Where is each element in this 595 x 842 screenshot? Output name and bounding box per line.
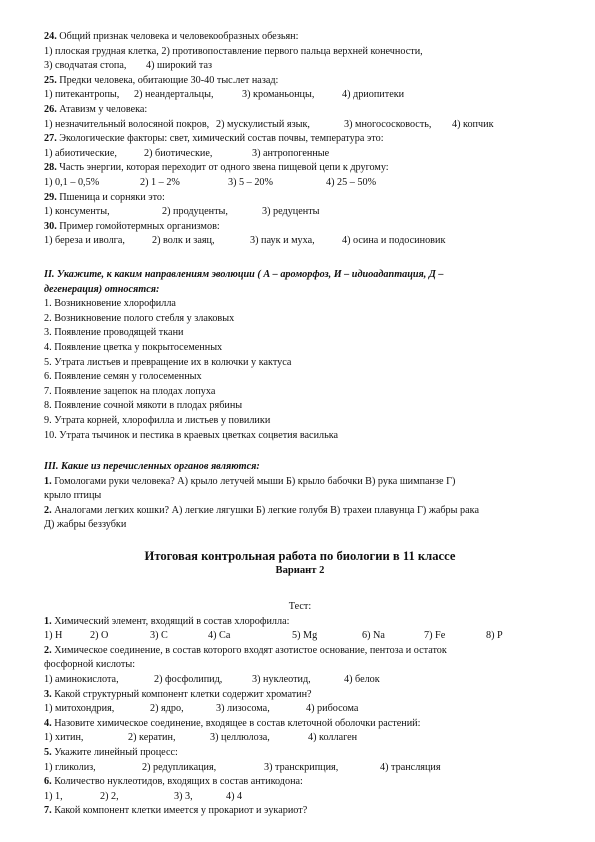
- question-2: 2. Химическое соединение, в состав которого входят азотистое основание, пентоза и остаток: [44, 644, 447, 656]
- variant-2-questions: [44, 600, 556, 819]
- list-item: 8. Появление сочной мякоти в плодах рябины: [44, 400, 243, 412]
- question-3: 3. Какой структурный компонент клетки содержит хроматин?: [44, 688, 312, 700]
- question-30: 30. Пример гомойотермных организмов:: [44, 220, 220, 232]
- question-24-options-2: 3) сводчатая стопа, 4) широкий таз: [44, 60, 213, 72]
- list-item: 6. Появление семян у голосеменных: [44, 371, 202, 383]
- question-29-options: 1) консументы, 2) продуценты, 3) редуценты: [44, 206, 320, 218]
- question-3-options: 1) митохондрия, 2) ядро, 3) лизосома, 4) рибосома: [44, 703, 359, 715]
- question-6-options: 1) 1, 2) 2, 3) 3, 4) 4: [44, 790, 243, 802]
- list-item: 4. Появление цветка у покрытосеменных: [44, 341, 223, 353]
- list-item: 9. Утрата корней, хлорофилла и листьев у повилики: [44, 414, 271, 426]
- variant-2-header: [44, 548, 556, 578]
- questions-24-30: [44, 30, 556, 249]
- section-2-heading: II. Укажите, к каким направлениям эволюции ( А – ароморфоз, И – идиоадаптация, Д –: [44, 269, 444, 280]
- question-2-cont: фосфорной кислоты:: [44, 659, 136, 671]
- question-2-options: 1) аминокислота, 2) фосфолипид, 3) нуклеотид, 4) белок: [44, 673, 380, 685]
- question-5: 5. Укажите линейный процесс:: [44, 746, 178, 758]
- list-item: 3. Появление проводящей ткани: [44, 327, 184, 339]
- question-27-options: 1) абиотические, 2) биотические, 3) антропогенные: [44, 147, 330, 159]
- list-item: 2. Возникновение полого стебля у злаковых: [44, 312, 235, 324]
- list-item: 5. Утрата листьев и превращение их в колючки у кактуса: [44, 356, 292, 368]
- section-3-item-2-cont: Д) жабры беззубки: [44, 519, 127, 531]
- question-6: 6. Количество нуклеотидов, входящих в состав антикодона:: [44, 776, 303, 788]
- section-3-heading: III. Какие из перечисленных органов являются:: [44, 461, 260, 472]
- question-1-options: 1) Н 2) О 3) С 4) Са 5) Мg 6) Na 7) Fe 8) Р: [44, 630, 503, 642]
- section-2-heading-2: дегенерация) относятся:: [44, 283, 160, 295]
- question-29: 29. Пшеница и сорняки это:: [44, 191, 165, 203]
- question-27: 27. Экологические факторы: свет, химический состав почвы, температура это:: [44, 133, 384, 145]
- page-title: Итоговая контрольная работа по биологии в 11 классе: [144, 549, 456, 563]
- list-item: 10. Утрата тычинок и пестика в краевых цветках соцветия василька: [44, 429, 339, 441]
- section-2: [44, 268, 556, 443]
- question-4: 4. Назовите химическое соединение, входящее в состав клеточной оболочки растений:: [44, 717, 421, 729]
- section-3-item-2: 2. Аналогами легких кошки? А) легкие лягушки Б) легкие голубя В) трахеи плавунца Г) жабры рака: [44, 504, 479, 516]
- section-3-item-1: 1. Гомологами руки человека? А) крыло летучей мыши Б) крыло бабочки В) рука шимпанзе Г): [44, 475, 456, 487]
- question-5-options: 1) гликолиз, 2) редупликация, 3) транскрипция, 4) трансляция: [44, 761, 441, 773]
- section-3-item-1-cont: крыло птицы: [44, 490, 102, 502]
- question-25-options: 1) питекантропы, 2) неандертальцы, 3) кроманьонцы, 4) дриопитеки: [44, 89, 405, 101]
- question-24-options: 1) плоская грудная клетка, 2) противопоставление первого пальца верхней конечности,: [44, 45, 423, 57]
- question-24: 24. Общий признак человека и человекообразных обезьян:: [44, 31, 299, 42]
- question-4-options: 1) хитин, 2) кератин, 3) целлюлоза, 4) коллаген: [44, 732, 358, 744]
- question-30-options: 1) береза и иволга, 2) волк и заяц, 3) паук и муха, 4) осина и подосиновик: [44, 235, 446, 247]
- list-item: 1. Возникновение хлорофилла: [44, 298, 176, 310]
- question-28: 28. Часть энергии, которая переходит от одного звена пищевой цепи к другому:: [44, 162, 389, 174]
- question-28-options: 1) 0,1 – 0,5% 2) 1 – 2% 3) 5 – 20% 4) 25 – 50%: [44, 176, 377, 188]
- question-25: 25. Предки человека, обитающие 30-40 тыс.лет назад:: [44, 74, 279, 86]
- list-item: 7. Появление зацепок на плодах лопуха: [44, 385, 216, 397]
- question-26-options: 1) незначительный волосяной покров, 2) мускулистый язык, 3) многососковость, 4) копчик: [44, 118, 494, 130]
- section-3: [44, 460, 556, 533]
- test-label: Тест:: [288, 601, 312, 612]
- question-1: 1. Химический элемент, входящий в состав хлорофилла:: [44, 615, 290, 627]
- question-26: 26. Атавизм у человека:: [44, 103, 148, 115]
- variant-label: Вариант 2: [275, 565, 325, 576]
- question-7: 7. Какой компонент клетки имеется у прокариот и эукариот?: [44, 805, 308, 817]
